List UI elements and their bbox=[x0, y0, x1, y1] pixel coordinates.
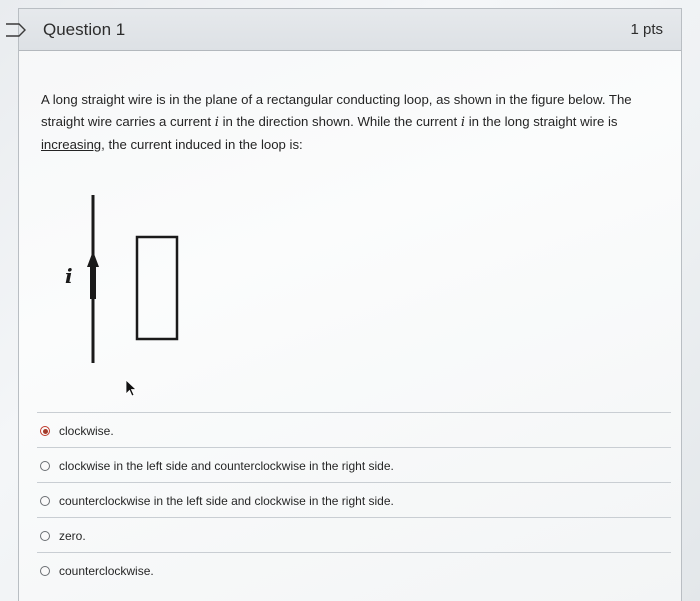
answer-label: clockwise in the left side and counterclockwise in the right side. bbox=[59, 459, 394, 473]
current-symbol: i bbox=[214, 115, 219, 130]
question-text-part: in the long straight wire is bbox=[465, 114, 618, 129]
radio-button[interactable] bbox=[40, 461, 50, 471]
conducting-loop bbox=[137, 237, 177, 339]
answer-label: zero. bbox=[59, 529, 86, 543]
collapse-arrow-icon[interactable] bbox=[5, 23, 27, 37]
question-header bbox=[19, 9, 681, 51]
radio-button[interactable] bbox=[40, 566, 50, 576]
answer-option[interactable] bbox=[37, 482, 671, 517]
question-text bbox=[41, 89, 671, 156]
question-points: 1 pts bbox=[630, 21, 663, 38]
mouse-pointer-icon bbox=[124, 379, 138, 397]
answer-label: counterclockwise in the left side and clockwise in the right side. bbox=[59, 494, 394, 508]
answer-label: clockwise. bbox=[59, 424, 114, 438]
current-symbol: i bbox=[460, 115, 466, 130]
emphasized-word: increasing bbox=[41, 137, 102, 152]
answer-option[interactable] bbox=[37, 412, 671, 447]
radio-button-selected[interactable] bbox=[40, 426, 50, 436]
answer-label: counterclockwise. bbox=[59, 564, 154, 578]
answer-list bbox=[37, 412, 671, 587]
question-text-part: A long straight wire is in the plane of a rectangular conducting loop, as shown in the figure below. The straight wire carries a current bbox=[41, 92, 632, 129]
question-title: Question 1 bbox=[43, 20, 126, 39]
current-label: i bbox=[65, 264, 73, 288]
wire-loop-figure bbox=[39, 191, 189, 371]
question-text-part: , the current induced in the loop is: bbox=[101, 137, 303, 152]
answer-option[interactable] bbox=[37, 552, 671, 587]
answer-option[interactable] bbox=[37, 447, 671, 482]
answer-option[interactable] bbox=[37, 517, 671, 552]
question-card bbox=[18, 8, 682, 601]
radio-button[interactable] bbox=[40, 531, 50, 541]
radio-button[interactable] bbox=[40, 496, 50, 506]
question-text-part: in the direction shown. While the current bbox=[218, 114, 461, 129]
